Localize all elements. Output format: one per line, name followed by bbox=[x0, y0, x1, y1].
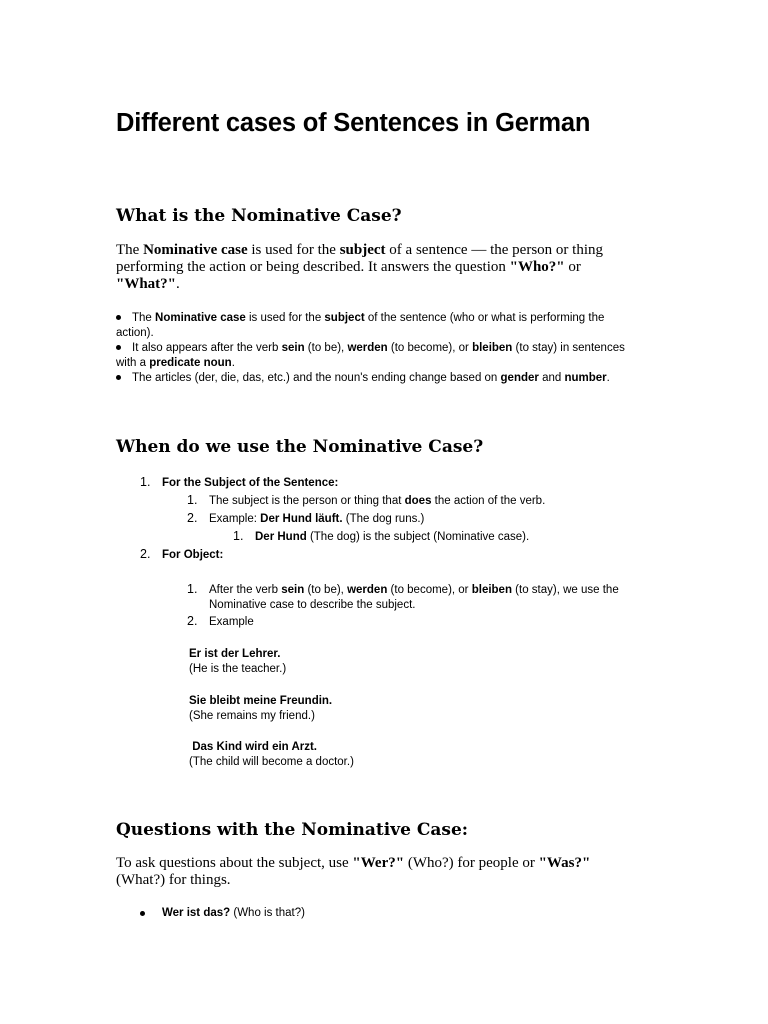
list-item: Wer ist das? (Who is that?) bbox=[162, 907, 305, 919]
example-english: (The child will become a doctor.) bbox=[189, 756, 354, 768]
example-german: Er ist der Lehrer. bbox=[189, 648, 281, 660]
list-item: The subject is the person or thing that does the action of the verb. bbox=[209, 495, 546, 507]
list-item: It also appears after the verb sein (to be), werden (to become), or bleiben (to stay) in sentences with a predicate noun. bbox=[116, 342, 625, 369]
list-number: 2. bbox=[140, 547, 151, 561]
list-item-label: For the Subject of the Sentence: bbox=[162, 477, 339, 489]
bullet-icon bbox=[116, 375, 121, 380]
list-item: The articles (der, die, das, etc.) and the noun's ending change based on gender and number. bbox=[132, 372, 610, 384]
section-heading-questions: Questions with the Nominative Case: bbox=[116, 820, 469, 840]
questions-paragraph: To ask questions about the subject, use "Wer?" (Who?) for people or "Was?" (What?) for things. bbox=[116, 855, 591, 888]
bullet-icon bbox=[140, 911, 145, 916]
list-item: The Nominative case is used for the subject of the sentence (who or what is performing the action). bbox=[116, 312, 605, 339]
list-item-continuation: Nominative case to describe the subject. bbox=[209, 599, 416, 611]
example-english: (He is the teacher.) bbox=[189, 663, 287, 675]
intro-paragraph: The Nominative case is used for the subject of a sentence — the person or thing performing the action or being described. It answers the question "Who?" or "What?". bbox=[116, 242, 603, 292]
example-german: Sie bleibt meine Freundin. bbox=[189, 695, 333, 707]
list-number: 1. bbox=[187, 582, 198, 596]
list-number: 1. bbox=[233, 529, 244, 543]
list-number: 2. bbox=[187, 511, 198, 525]
section-heading-when-use: When do we use the Nominative Case? bbox=[116, 437, 484, 457]
list-item: After the verb sein (to be), werden (to become), or bleiben (to stay), we use the bbox=[209, 584, 619, 596]
list-number: 1. bbox=[140, 475, 151, 489]
list-number: 2. bbox=[187, 614, 198, 628]
list-item: Example bbox=[209, 616, 254, 628]
list-number: 1. bbox=[187, 493, 198, 507]
list-item: Der Hund (The dog) is the subject (Nominative case). bbox=[255, 531, 530, 543]
list-item-label: For Object: bbox=[162, 549, 224, 561]
list-item: Example: Der Hund läuft. (The dog runs.) bbox=[209, 513, 425, 525]
section-heading-nominative: What is the Nominative Case? bbox=[116, 206, 402, 226]
example-english: (She remains my friend.) bbox=[189, 710, 315, 722]
page-title: Different cases of Sentences in German bbox=[116, 109, 591, 137]
example-german: Das Kind wird ein Arzt. bbox=[189, 741, 318, 753]
